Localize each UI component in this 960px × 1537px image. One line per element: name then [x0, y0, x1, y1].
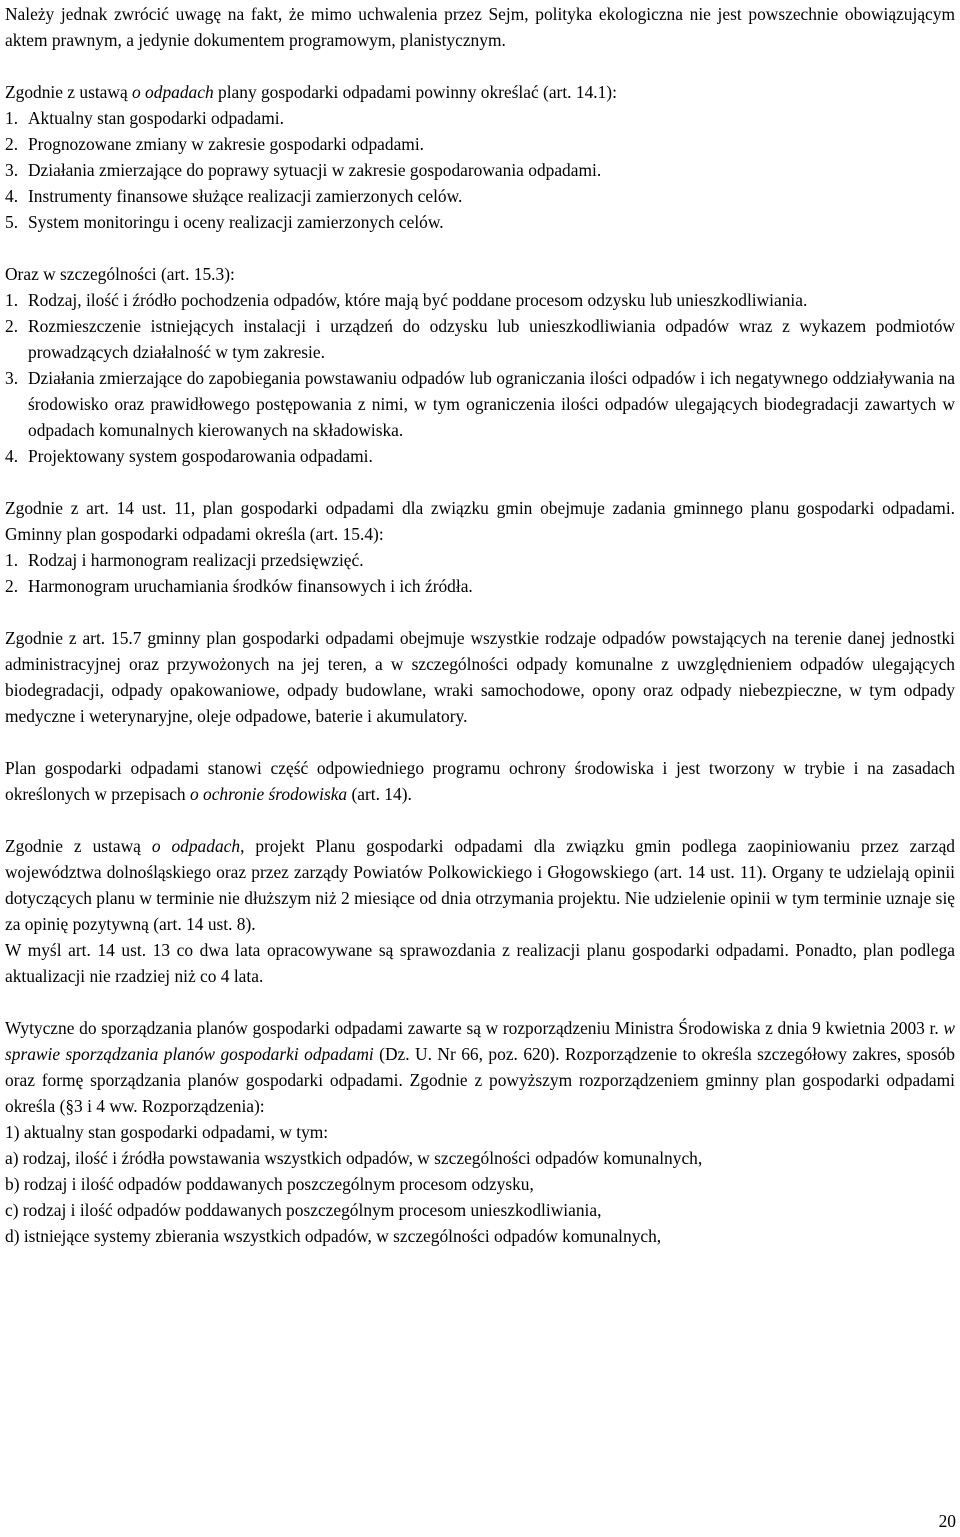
- paragraph-art-15-7: Zgodnie z art. 15.7 gminny plan gospodarki odpadami obejmuje wszystkie rodzaje odpadów powstających na terenie danej jednostki administracyjnej oraz przywożonych na jej teren, a w szczególności odpady komunalne z uwzględnieniem odpadów ulegających biodegradacji, odpady opakowaniowe, odpady budowlane, wraki samochodowe, opony oraz odpady niebezpieczne, w tym odpady medyczne i weterynaryjne, oleje odpadowe, baterie i akumulatory.: [5, 628, 955, 726]
- list-item: d) istniejące systemy zbierania wszystkich odpadów, w szczególności odpadów komunalnych,: [5, 1226, 662, 1246]
- current-state-sublist: [5, 1145, 955, 1249]
- list-item: 4. Projektowany system gospodarowania odpadami.: [5, 446, 373, 466]
- document-page: [5, 1, 955, 1249]
- regulation-title: w sprawie sporządzania planów gospodarki odpadami: [5, 1018, 955, 1064]
- paragraph-policy-note: Należy jednak zwrócić uwagę na fakt, że mimo uchwalenia przez Sejm, polityka ekologiczna nie jest powszechnie obowiązującym aktem prawnym, a jedynie dokumentem programowym, planistycznym.: [5, 4, 955, 50]
- list-item: 5. System monitoringu i oceny realizacji zamierzonych celów.: [5, 212, 444, 232]
- list-item: a) rodzaj, ilość i źródła powstawania wszystkich odpadów, w szczególności odpadów komunalnych,: [5, 1148, 703, 1168]
- paragraph-reporting: W myśl art. 14 ust. 13 co dwa lata opracowywane są sprawozdania z realizacji planu gospodarki odpadami. Ponadto, plan podlega aktualizacji nie rzadziej niż co 4 lata.: [5, 940, 955, 986]
- paragraph-art-14: Zgodnie z art. 14 ust. 11, plan gospodarki odpadami dla związku gmin obejmuje zadania gminnego planu gospodarki odpadami. Gminny plan gospodarki odpadami określa (art. 15.4):: [5, 498, 955, 544]
- act-title: o ochronie środowiska: [189, 784, 348, 804]
- list-item: 3. Działania zmierzające do poprawy sytuacji w zakresie gospodarowania odpadami.: [5, 160, 602, 180]
- list-item: 4. Instrumenty finansowe służące realizacji zamierzonych celów.: [5, 186, 463, 206]
- act-title: o odpadach: [132, 82, 214, 102]
- list-item: 1. Aktualny stan gospodarki odpadami.: [5, 108, 284, 128]
- paragraph-in-particular: Oraz w szczególności (art. 15.3):: [5, 264, 235, 284]
- list-item: 2. Rozmieszczenie istniejących instalacji i urządzeń do odzysku lub unieszkodliwiania odpadów wraz z wykazem podmiotów prowadzących działalność w tym zakresie.: [5, 316, 955, 362]
- paragraph-waste-act-intro: Zgodnie z ustawą o odpadach plany gospodarki odpadami powinny określać (art. 14.1):: [5, 82, 617, 102]
- municipal-plan-list: [5, 547, 955, 599]
- specific-contents-list: [5, 287, 955, 469]
- list-item: 1. Rodzaj i harmonogram realizacji przedsięwzięć.: [5, 550, 364, 570]
- list-item: 2. Harmonogram uruchamiania środków finansowych i ich źródła.: [5, 576, 473, 596]
- list-item: 2. Prognozowane zmiany w zakresie gospodarki odpadami.: [5, 134, 425, 154]
- paragraph-environment-program: Plan gospodarki odpadami stanowi część odpowiedniego programu ochrony środowiska i jest tworzony w trybie i na zasadach określonych w przepisach o ochronie środowiska (art. 14).: [5, 758, 955, 804]
- list-item: b) rodzaj i ilość odpadów poddawanych poszczególnym procesom odzysku,: [5, 1174, 534, 1194]
- paragraph-opinion-procedure: Zgodnie z ustawą o odpadach, projekt Planu gospodarki odpadami dla związku gmin podlega zaopiniowaniu przez zarząd województwa dolnośląskiego oraz przez zarządy Powiatów Polkowickiego i Głogowskiego (art. 14 ust. 11). Organy te udzielają opinii dotyczących planu w terminie nie dłuższym niż 2 miesiące od dnia otrzymania projektu. Nie udzielenie opinii w tym terminie uznaje się za opinię pozytywną (art. 14 ust. 8).: [5, 836, 955, 934]
- list-item: 1. Rodzaj, ilość i źródło pochodzenia odpadów, które mają być poddane procesom odzysku lub unieszkodliwiania.: [5, 290, 808, 310]
- paragraph-current-state: 1) aktualny stan gospodarki odpadami, w tym:: [5, 1122, 329, 1142]
- list-item: 3. Działania zmierzające do zapobiegania powstawaniu odpadów lub ograniczania ilości odpadów i ich negatywnego oddziaływania na środowisko oraz prawidłowego postępowania z nimi, w tym ograniczenia ilości odpadów ulegających biodegradacji zawartych w odpadach komunalnych kierowanych na składowiska.: [5, 368, 955, 440]
- page-number: 20: [938, 1511, 956, 1531]
- paragraph-guidelines: Wytyczne do sporządzania planów gospodarki odpadami zawarte są w rozporządzeniu Ministra Środowiska z dnia 9 kwietnia 2003 r. w sprawie sporządzania planów gospodarki odpadami (Dz. U. Nr 66, poz. 620). Rozporządzenie to określa szczegółowy zakres, sposób oraz formę sporządzania planów gospodarki odpadami. Zgodnie z powyższym rozporządzeniem gminny plan gospodarki odpadami określa (§3 i 4 ww. Rozporządzenia):: [5, 1018, 955, 1116]
- plan-contents-list: [5, 105, 955, 235]
- list-item: c) rodzaj i ilość odpadów poddawanych poszczególnym procesom unieszkodliwiania,: [5, 1200, 602, 1220]
- act-title: o odpadach: [151, 836, 241, 856]
